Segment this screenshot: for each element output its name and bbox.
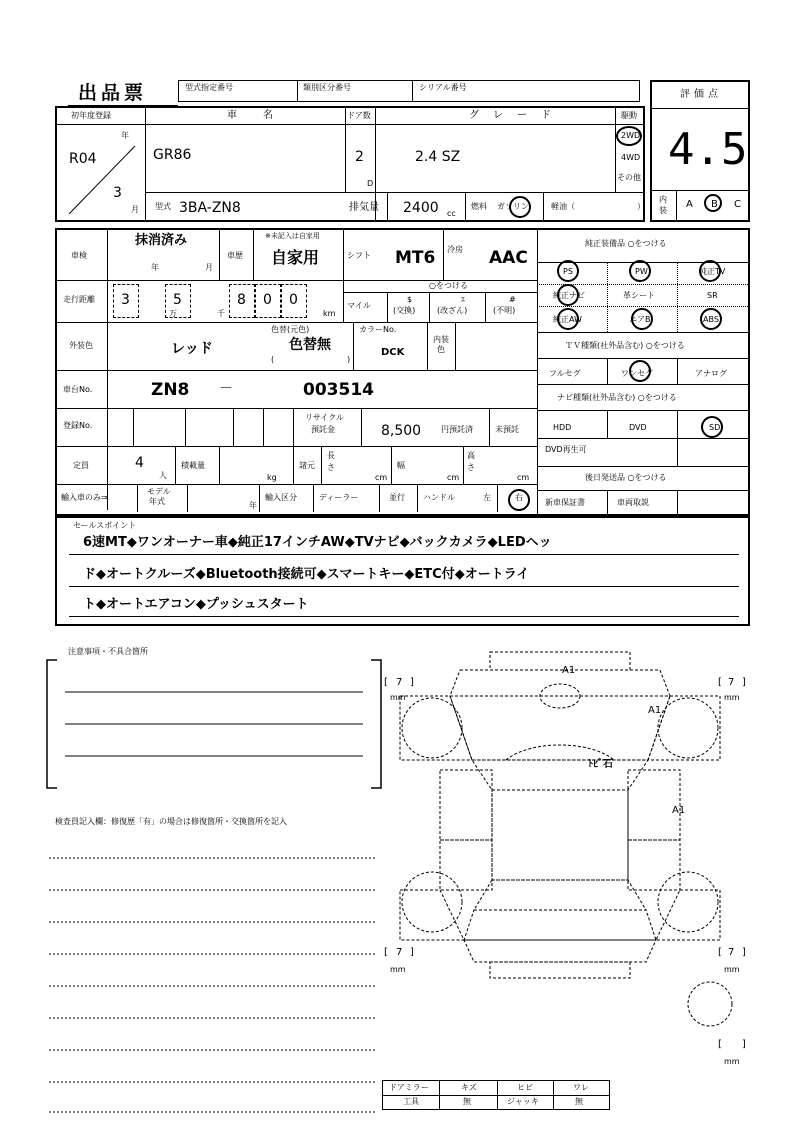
mileage-label: 走行距離 — [63, 295, 95, 304]
mile-label: マイル — [347, 301, 371, 310]
navi-sd: SD — [709, 423, 721, 432]
first-reg-year: R04 — [69, 151, 97, 167]
tv-fullseg: フルセグ — [549, 369, 581, 378]
damage-mark-side: A1 — [672, 805, 686, 816]
car-damage-diagram — [380, 640, 760, 1080]
sales-line-3: ト◆オートエアコン◆プッシュスタート — [83, 597, 309, 612]
tire-bracket-fr: [ — [718, 677, 722, 688]
inspection-month-mark: 月 — [205, 263, 213, 272]
notes-bracket — [45, 658, 385, 792]
mileage-digit-3: 8 — [237, 292, 246, 308]
fuel-circle — [509, 196, 531, 218]
damage-mark-front: A1 — [562, 665, 576, 676]
paren-close: ) — [347, 355, 351, 364]
tire-depth-rr: 7 — [728, 947, 735, 958]
legend-break: ワレ — [573, 1083, 589, 1092]
sales-points-label: セールスポイント — [73, 521, 137, 530]
interior-grade-c: C — [734, 199, 741, 210]
mile-opt-unknown-sym: # — [509, 295, 516, 304]
tire-bracket-rl: [ — [384, 947, 388, 958]
mileage-digit-1: 3 — [121, 292, 130, 308]
displacement-value: 2400 — [403, 200, 439, 216]
month-mark: 月 — [131, 205, 139, 214]
legend-crack: ヒビ — [517, 1083, 533, 1092]
tire-depth-fr: 7 — [728, 677, 735, 688]
cm-unit-2: cm — [447, 473, 460, 482]
equip-tv: 純正TV — [699, 267, 726, 276]
model-label: 型式 — [155, 202, 171, 211]
mileage-circle-note: ○をつける — [429, 281, 468, 290]
car-name-label: 車 名 — [227, 110, 275, 121]
mileage-box-5 — [281, 284, 307, 318]
mileage-km: km — [323, 309, 336, 318]
equip-tv-circle — [699, 260, 721, 282]
tire-mm-fr: mm — [724, 693, 740, 702]
damage-mark-fender: A1 — [648, 705, 662, 716]
doors-label: ドア数 — [347, 111, 371, 120]
mile-opt-exchange: (交換) — [393, 306, 416, 315]
interior-grade-a: A — [686, 199, 693, 210]
cc-unit: cc — [447, 209, 456, 218]
notes-label: 注意事項・不具合箇所 — [68, 647, 148, 656]
interior-grade-b: B — [711, 199, 718, 210]
import-parallel: 並行 — [389, 493, 405, 502]
mile-opt-unknown: (不明) — [493, 306, 516, 315]
tire-depth-rl: 7 — [396, 947, 403, 958]
grade-label: グ レ ー ド — [469, 110, 553, 121]
inspection-label: 車検 — [71, 251, 87, 260]
date-slash — [65, 142, 137, 216]
import-year-mark: 年 — [249, 501, 257, 510]
tire-depth-fl: 7 — [396, 677, 403, 688]
first-reg-label: 初年度登録 — [71, 111, 111, 120]
ac-label: 冷房 — [447, 245, 463, 254]
navi-title: ナビ種類(社外品含む) ○をつける — [557, 393, 677, 402]
equip-pw-circle — [629, 260, 651, 282]
height-label-2: さ — [467, 463, 475, 472]
tv-title: ＴＶ種類(社外品含む) ○をつける — [565, 341, 685, 350]
drive-circle — [616, 126, 642, 146]
handle-right: 右 — [515, 493, 523, 502]
sheet-title: 出品票 — [78, 82, 148, 104]
repaint-value: 色替無 — [289, 337, 331, 353]
fuel-diesel: 軽油（ — [551, 202, 575, 211]
equip-leather: 革シート — [623, 291, 655, 300]
length-label-2: さ — [327, 463, 335, 472]
equipment-title: 純正装備品 ○をつける — [585, 239, 667, 248]
mile-opt-tamper-sym: ｴ — [461, 295, 465, 304]
mileage-digit-2: 5 — [173, 292, 182, 308]
cm-unit-3: cm — [517, 473, 530, 482]
serial-label: シリアル番号 — [419, 83, 467, 92]
tire-bracket-fl-close: ] — [410, 677, 414, 688]
exterior-color: レッド — [171, 341, 213, 357]
sales-line-2: ド◆オートクルーズ◆Bluetooth接続可◆スマートキー◆ETC付◆オートライ — [83, 567, 530, 582]
equip-pw: PW — [635, 267, 648, 276]
tire-bracket-rr-close: ] — [742, 947, 746, 958]
mileage-digit-5: 0 — [289, 292, 298, 308]
handle-label: ハンドル — [423, 493, 455, 502]
length-label-1: 長 — [327, 451, 335, 460]
damage-mark-chip: ﾄﾋﾞ石 — [588, 759, 613, 770]
door-suffix: D — [367, 179, 374, 188]
tire-mm-fl: mm — [390, 693, 406, 702]
sales-line-1: 6速MT◆ワンオーナー車◆純正17インチAW◆TVナビ◆バックカメラ◆LEDヘッ — [83, 535, 552, 550]
legend-jack-value: 無 — [575, 1097, 583, 1106]
dims-label: 諸元 — [299, 461, 315, 470]
handle-circle — [508, 489, 530, 511]
recycle-label-1: リサイクル — [305, 413, 344, 422]
tire-bracket-fr-close: ] — [742, 677, 746, 688]
mileage-box-1 — [113, 284, 139, 318]
doors-value: 2 — [355, 149, 364, 165]
mileage-box-4 — [255, 284, 281, 318]
mileage-box-3 — [229, 284, 255, 318]
import-type-label: 輸入区分 — [265, 493, 297, 502]
chassis-prefix: ZN8 — [151, 380, 190, 400]
equip-sr: SR — [707, 291, 718, 300]
tire-bracket-fl: [ — [384, 677, 388, 688]
legend-scratch: キズ — [461, 1083, 477, 1092]
import-label: 輸入車のみ⇒ — [61, 493, 108, 502]
mile-opt-exchange-sym: $ — [407, 295, 413, 304]
load-label: 積載量 — [181, 461, 205, 470]
inspection-value: 抹消済み — [135, 233, 188, 248]
navi-hdd: HDD — [553, 423, 572, 432]
displacement-label: 排気量 — [349, 202, 379, 213]
width-label: 幅 — [397, 461, 405, 470]
legend-mirror: ドアミラー — [389, 1083, 429, 1092]
kg-unit: kg — [267, 473, 277, 482]
tire-bracket-spare: [ — [718, 1039, 722, 1050]
shift-value: MT6 — [395, 248, 436, 268]
equip-aw: 純正AW — [553, 315, 582, 324]
equip-navi: 純正ナビ — [553, 291, 585, 300]
legend-tools-value: 無 — [463, 1097, 471, 1106]
chassis-number: 003514 — [303, 380, 374, 400]
model-year-label-1: モデル — [147, 487, 171, 496]
navi-sd-circle — [701, 416, 723, 438]
chassis-label: 車台No. — [63, 385, 93, 394]
paren-open: ( — [271, 355, 275, 364]
main-form — [55, 228, 750, 516]
recycle-label-2: 預託金 — [311, 425, 335, 434]
history-label: 車歴 — [227, 251, 243, 260]
equip-abs-circle — [700, 308, 722, 330]
equip-abs: ABS — [703, 315, 719, 324]
first-reg-month: 3 — [113, 185, 122, 201]
grade-value: 2.4 SZ — [415, 149, 461, 165]
legend-table — [382, 1080, 610, 1110]
navi-dvd: DVD — [629, 423, 647, 432]
inspection-year-mark: 年 — [151, 263, 159, 272]
mileage-sen: 千 — [217, 309, 225, 318]
registration-label: 登録No. — [63, 421, 93, 430]
later-manual: 車両取説 — [617, 498, 649, 507]
capacity-persons: 4 — [135, 455, 144, 471]
tire-bracket-spare-close: ] — [742, 1039, 746, 1050]
equip-aw-circle — [557, 308, 579, 330]
interior-grade-circle — [704, 194, 722, 212]
deposit-done: 円預託済 — [441, 425, 473, 434]
drive-other: その他 — [617, 173, 641, 182]
drive-label: 駆動 — [621, 111, 637, 120]
model-value: 3BA-ZN8 — [179, 200, 241, 216]
recycle-amount: 8,500 — [381, 423, 422, 439]
handle-left: 左 — [483, 493, 491, 502]
inspector-lines — [45, 850, 380, 1120]
equip-navi-circle — [557, 284, 579, 306]
legend-tools: 工具 — [403, 1097, 419, 1106]
year-mark: 年 — [121, 131, 129, 140]
tire-mm-rr: mm — [724, 965, 740, 974]
drive-4wd: 4WD — [621, 153, 641, 162]
tire-bracket-rl-close: ] — [410, 947, 414, 958]
tire-mm-spare: mm — [724, 1057, 740, 1066]
fuel-close: ） — [637, 202, 645, 211]
tv-oneseg: ワンセグ — [621, 369, 653, 378]
interior-label: 内装 — [659, 195, 667, 215]
repaint-label: 色替(元色) — [271, 325, 310, 334]
fuel-label: 燃料 — [471, 202, 487, 211]
color-no-label: カラーNo. — [359, 325, 397, 334]
score-label: 評価点 — [680, 89, 722, 100]
dvd-play: DVD再生可 — [545, 445, 587, 454]
later-warranty: 新車保証書 — [545, 498, 585, 507]
equip-airbag-circle — [631, 308, 653, 330]
car-name: GR86 — [153, 147, 192, 163]
interior-color-label-2: 色 — [437, 345, 445, 354]
drive-2wd: 2WD — [621, 131, 641, 140]
score-box — [650, 80, 750, 222]
person-unit: 人 — [159, 471, 167, 480]
exterior-label: 外装色 — [69, 341, 93, 350]
tv-oneseg-circle — [629, 360, 651, 382]
fuel-gasoline: ガソリン — [497, 202, 529, 211]
model-year-label-2: 年式 — [149, 497, 165, 506]
chassis-dash: － — [219, 381, 233, 397]
tire-mm-rl: mm — [390, 965, 406, 974]
later-title: 後日発送品 ○をつける — [585, 473, 667, 482]
history-note: ※未記入は自家用 — [265, 232, 320, 240]
mile-opt-tamper: (改ざん) — [437, 306, 468, 315]
class-label: 類別区分番号 — [303, 83, 351, 92]
mileage-man: 万 — [169, 309, 177, 318]
deposit-not: 未預託 — [495, 425, 519, 434]
height-label-1: 高 — [467, 451, 475, 460]
equip-ps: PS — [563, 267, 573, 276]
tv-analog: アナログ — [695, 369, 727, 378]
inspector-label: 検査員記入欄：修復歴「有」の場合は修復箇所・交換箇所を記入 — [55, 817, 287, 826]
tire-bracket-rr: [ — [718, 947, 722, 958]
mileage-digit-4: 0 — [263, 292, 272, 308]
legend-jack: ジャッキ — [507, 1097, 539, 1106]
interior-color-label-1: 内装 — [433, 335, 449, 344]
header-code-box — [178, 80, 640, 102]
sales-points-box — [55, 516, 750, 626]
equip-airbag: エアB — [629, 315, 651, 324]
import-dealer: ディーラー — [319, 493, 359, 502]
shift-label: シフト — [347, 251, 371, 260]
cm-unit-1: cm — [375, 473, 388, 482]
vehicle-info-box — [55, 106, 645, 222]
capacity-label: 定員 — [73, 461, 89, 470]
color-no-value: DCK — [381, 347, 405, 358]
type-cert-label: 型式指定番号 — [185, 83, 233, 92]
equip-ps-circle — [557, 260, 579, 282]
ac-value: AAC — [489, 248, 528, 268]
history-value: 自家用 — [271, 248, 320, 267]
score-value: 4.5 — [668, 124, 748, 175]
